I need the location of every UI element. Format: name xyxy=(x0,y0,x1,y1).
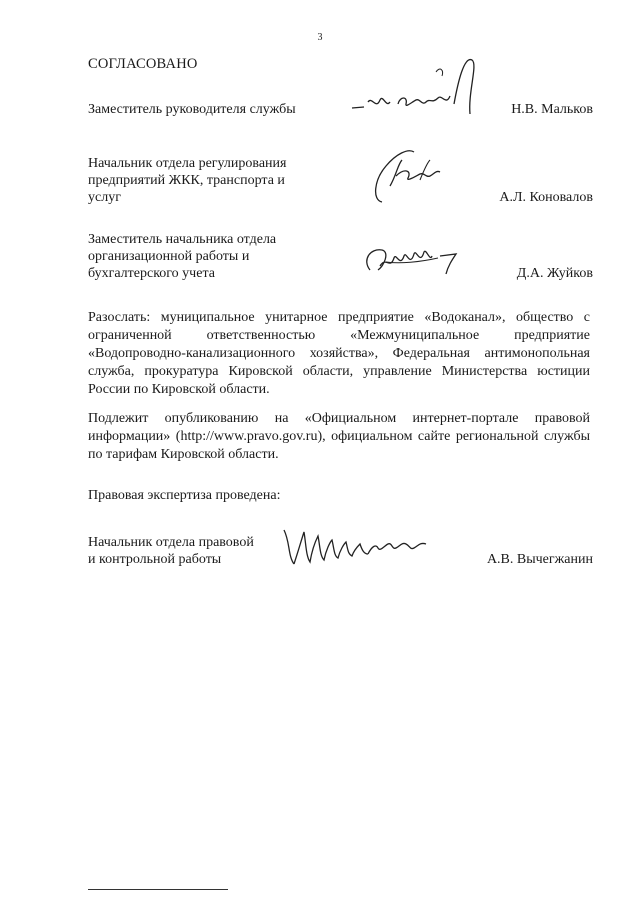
handwritten-signature xyxy=(280,522,440,572)
distribution-paragraph: Разослать: муниципальное унитарное предприятие «Водоканал», общество с ограниченной ответственностью «Межмуниципальное предприятие «Водопроводно-канализационного хозяйства», Федеральная антимонопольная служба, прокуратура Кировской области, управление Министерства юстиции России по Кировской области. xyxy=(88,310,590,397)
legal-review-statement: Правовая экспертиза проведена: xyxy=(88,488,281,503)
signatory-konovalov xyxy=(88,146,593,206)
handwritten-signature xyxy=(350,52,490,122)
handwritten-signature xyxy=(360,236,470,286)
approval-heading: СОГЛАСОВАНО xyxy=(88,56,198,72)
signature-vychegzhanin-drawing xyxy=(280,522,440,572)
signatory-zhuykov xyxy=(88,222,593,282)
signatory-position: Заместитель начальника отдела организационной работы и бухгалтерского учета xyxy=(88,232,277,281)
signature-malkov-drawing xyxy=(350,52,490,122)
footnote-divider xyxy=(88,889,228,890)
signature-konovalov-drawing xyxy=(368,140,448,210)
signatory-position: Начальник отдела правовой и контрольной работы xyxy=(88,535,254,567)
publication-paragraph: Подлежит опубликованию на «Официальном интернет-портале правовой информации» (http://www.pravo.gov.ru), официальном сайте региональной службы по тарифам Кировской области. xyxy=(88,411,590,462)
page-number: 3 xyxy=(317,32,323,43)
signatory-vychegzhanin xyxy=(88,508,593,568)
handwritten-signature xyxy=(368,140,448,210)
signatory-position: Заместитель руководителя службы xyxy=(88,102,296,117)
signatory-malkov xyxy=(88,58,593,118)
signatory-position: Начальник отдела регулирования предприятий ЖКК, транспорта и услуг xyxy=(88,156,287,205)
signatory-name: А.Л. Коновалов xyxy=(499,190,593,205)
signatory-name: А.В. Вычегжанин xyxy=(486,552,593,567)
signature-zhuykov-drawing xyxy=(360,236,470,286)
signatory-name: Н.В. Мальков xyxy=(511,102,593,117)
signatory-name: Д.А. Жуйков xyxy=(516,266,593,281)
